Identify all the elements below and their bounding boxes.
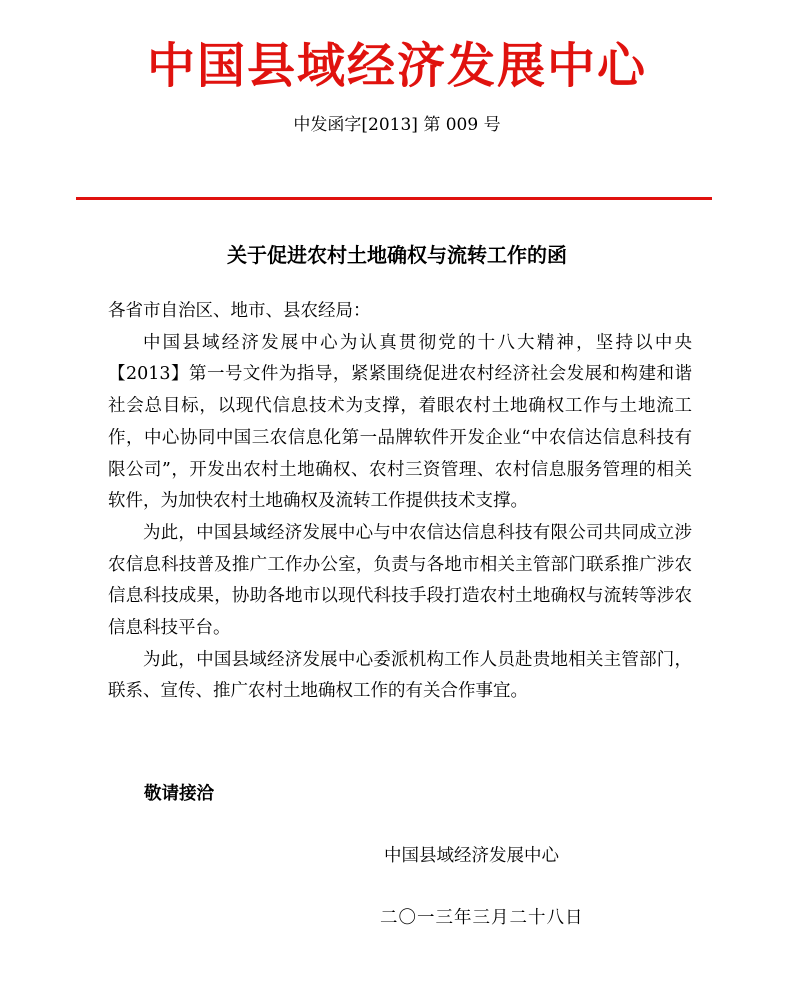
signature-date: 二〇一三年三月二十八日: [380, 908, 584, 928]
letter-body: [108, 296, 692, 708]
body-paragraph: 中国县域经济发展中心为认真贯彻党的十八大精神，坚持以中央【2013】第一号文件为指导，紧紧围绕促进农村经济社会发展和构建和谐社会总目标，以现代信息技术为支撑，着眼农村土地确权工作与土地流工作，中心协同中国三农信息化第一品牌软件开发企业“中农信达信息科技有限公司”，开发出农村土地确权、农村三资管理、农村信息服务管理的相关软件，为加快农村土地确权及流转工作提供技术支撑。: [108, 332, 692, 512]
document-number: 中发函字[2013] 第 009 号: [293, 115, 501, 135]
letterhead-divider: [76, 197, 712, 200]
body-paragraph: 为此，中国县域经济发展中心委派机构工作人员赴贵地相关主管部门，联系、宣传、推广农村土地确权工作的有关合作事宜。: [108, 649, 692, 702]
body-paragraph: 为此，中国县域经济发展中心与中农信达信息科技有限公司共同成立涉农信息科技普及推广工作办公室，负责与各地市相关主管部门联系推广涉农信息科技成果，协助各地市以现代科技手段打造农村土地确权与流转等涉农信息科技平台。: [108, 522, 692, 639]
salutation: 各省市自治区、地市、县农经局：: [108, 301, 371, 321]
signature-organization: 中国县域经济发展中心: [384, 846, 559, 866]
letterhead-org-name: 中国县域经济发展中心: [146, 38, 647, 94]
closing-remark: 敬请接洽: [144, 784, 214, 804]
letter-title: 关于促进农村土地确权与流转工作的函: [227, 243, 567, 267]
